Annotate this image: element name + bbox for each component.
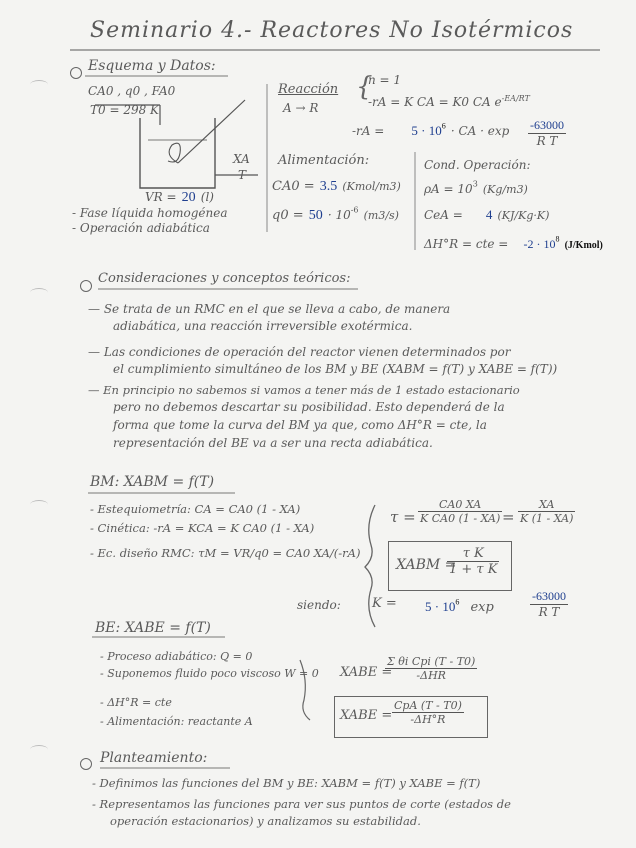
k0-exp: 6 [441, 121, 446, 131]
ce-value: 4 [485, 207, 493, 222]
rho-exp: 3 [472, 179, 478, 189]
rate2-suffix: · CA · exp [450, 124, 510, 138]
be-line: - Alimentación: reactante A [100, 715, 253, 728]
k0-value: 5 · 10 [411, 123, 442, 138]
ca0-row [272, 175, 401, 195]
rho-row [424, 178, 528, 197]
para-line: representación del BE va a ser una recta adiabática. [113, 436, 433, 450]
be-heading: BE: XABE = f(T) [95, 620, 211, 636]
rate-exp: -EA/RT [501, 94, 530, 103]
ea-value: -63000 [530, 118, 564, 132]
be-eq1-fraction [385, 655, 477, 682]
page-title: Seminario 4.- Reactores No Isotérmicos [90, 18, 574, 43]
ce-prefix: CeA = [424, 208, 463, 222]
bm-line: - Cinética: -rA = KCA = K CA0 (1 - XA) [90, 521, 315, 535]
ce-unit: (KJ/Kg·K) [497, 209, 550, 222]
para-line: pero no debemos descartar su posibilidad. Esto dependerá de la [113, 400, 505, 414]
q0-value: 50 [308, 208, 323, 223]
planteamiento-line: operación estacionarios) y analizamos su estabilidad. [110, 814, 421, 828]
outlet-x: XA [233, 152, 250, 166]
bullet-icon [70, 67, 82, 79]
ce-row [424, 204, 549, 223]
planteamiento-heading: Planteamiento: [100, 750, 208, 766]
ea-den: R T [536, 134, 558, 148]
ca0-unit: (Kmol/m3) [342, 180, 401, 193]
bm-line: - Ec. diseño RMC: τM = VR/q0 = CA0 XA/(-rA) [90, 546, 361, 560]
operacion-heading: Cond. Operación: [424, 158, 531, 172]
para-line: adiabática, una reacción irreversible exotérmica. [113, 319, 413, 333]
boxed-fraction [447, 546, 499, 577]
dh-unit: (J/Kmol) [564, 240, 603, 251]
dh-prefix: ΔH°R = cte = [424, 237, 509, 251]
esquema-heading: Esquema y Datos: [88, 58, 216, 74]
planteamiento-line: - Definimos las funciones del BM y BE: XABM = f(T) y XABE = f(T) [92, 776, 481, 790]
volume-value: 20 [181, 190, 196, 205]
be-eq1-lhs: XABE = [340, 665, 393, 680]
consideraciones-heading: Consideraciones y conceptos teóricos: [98, 271, 351, 286]
para-line: — En principio no sabemos si vamos a tener más de 1 estado estacionario [88, 383, 520, 397]
be-eq2-den: -ΔH°R [410, 713, 446, 726]
reaction-equation: A → R [283, 101, 319, 115]
inlet-label: CA0 , q0 , FA0 [88, 84, 176, 98]
be-eq1-den: -ΔHR [416, 669, 446, 682]
be-eq2-lhs: XABE = [340, 708, 393, 723]
bullet-icon [80, 280, 92, 292]
siendo-label: siendo: [297, 598, 341, 612]
k-prefix: K = [372, 596, 397, 611]
para-line: el cumplimiento simultáneo de los BM y BE (XABM = f(T) y XABE = f(T)) [113, 362, 558, 376]
reaction-rate [368, 94, 530, 109]
t0-label: T0 = 298 K [90, 103, 160, 117]
para-line: forma que tome la curva del BM ya que, como ΔH°R = cte, la [113, 418, 487, 432]
ca0-prefix: CA0 = [272, 179, 315, 194]
ca0-value: 3.5 [319, 179, 338, 194]
tau-eq: = [502, 508, 515, 526]
k-exp-word: exp [470, 600, 494, 615]
alimentacion-heading: Alimentación: [278, 153, 370, 168]
para-text: En principio no sabemos si vamos a tener más de 1 estado estacionario [103, 383, 520, 397]
k-value: 5 · 10 [425, 599, 456, 614]
note-item: - Operación adiabática [72, 221, 210, 235]
volume [145, 186, 214, 206]
rate-text: -rA = K CA = K0 CA e [368, 95, 502, 109]
tau-fraction [418, 498, 502, 525]
ea-fraction [528, 118, 566, 148]
be-eq2-num: CpA (T - T0) [394, 699, 462, 712]
outlet-t: T [238, 168, 247, 182]
para-text: Se trata de un RMC en el que se lleva a cabo, de manera [103, 302, 451, 316]
volume-prefix: VR = [145, 190, 177, 204]
para-text: Las condiciones de operación del reactor vienen determinados por [103, 345, 511, 359]
bm-heading: BM: XABM = f(T) [90, 474, 215, 490]
tau-num: CA0 XA [418, 498, 502, 512]
bullet-icon [80, 758, 92, 770]
boxed-num: τ K [447, 546, 499, 562]
k-expression [425, 596, 494, 615]
tau-fraction-2 [518, 498, 575, 525]
rho-text: ρA = 10 [424, 182, 473, 196]
q0-prefix: q0 = [272, 208, 304, 223]
tau-den2: K (1 - XA) [520, 512, 574, 525]
q0-unit: · 10 [327, 208, 351, 222]
bm-line: - Estequiometría: CA = CA0 (1 - XA) [90, 502, 301, 516]
note-item: - Fase líquida homogénea [72, 206, 228, 220]
reaction-order: n = 1 [368, 73, 402, 87]
tau-left: τ = [390, 508, 416, 526]
dh-value: -2 · 10 [523, 237, 556, 251]
be-line: - ΔH°R = cte [100, 696, 172, 709]
rate2-prefix: -rA = [352, 124, 385, 138]
para-line: — Se trata de un RMC en el que se lleva a cabo, de manera [88, 302, 451, 316]
boxed-den: 1 + τ K [449, 562, 498, 577]
q0-row [272, 204, 399, 224]
rate-numeric [352, 120, 509, 139]
dh-row [424, 233, 603, 252]
be-line: - Suponemos fluido poco viscoso W = 0 [100, 667, 319, 680]
q0-exp: -6 [350, 205, 359, 215]
q0-unit2: (m3/s) [363, 209, 399, 222]
k-ea: -63000 [532, 589, 566, 603]
volume-unit: (l) [200, 190, 214, 204]
be-eq2-fraction [392, 699, 464, 726]
planteamiento-line: - Representamos las funciones para ver sus puntos de corte (estados de [92, 797, 511, 811]
be-eq1-num: Σ θi Cpi (T - T0) [387, 655, 476, 668]
rho-unit: (Kg/m3) [482, 183, 528, 196]
be-line: - Proceso adiabático: Q = 0 [100, 650, 253, 663]
tau-num2: XA [518, 498, 575, 512]
reaction-heading: Reacción [278, 82, 339, 97]
boxed-lhs: XABM = [396, 557, 457, 573]
dh-exp: 8 [555, 234, 560, 244]
k-den: R T [538, 605, 560, 619]
brace-icon: { [356, 72, 373, 102]
tau-den: K CA0 (1 - XA) [420, 512, 501, 525]
k-fraction [530, 589, 568, 619]
k-exp: 6 [455, 597, 460, 607]
para-line: — Las condiciones de operación del reactor vienen determinados por [88, 345, 511, 359]
